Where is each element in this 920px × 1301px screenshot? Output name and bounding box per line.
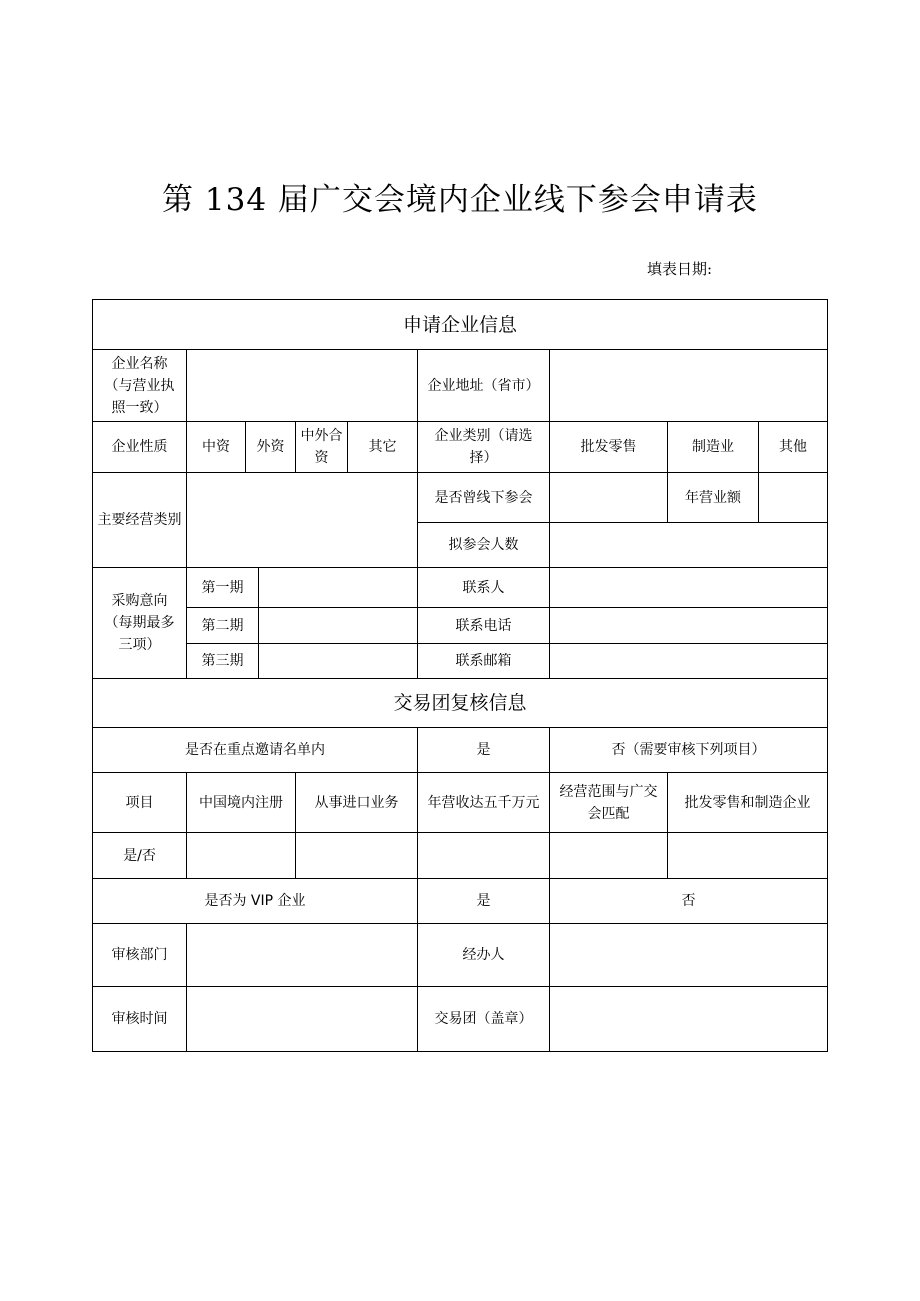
- purchase-intent-label: 采购意向 （每期最多 三项）: [92, 567, 187, 679]
- yes-no-field-5[interactable]: [667, 832, 828, 879]
- company-address-field[interactable]: [549, 349, 828, 422]
- yes-no-label: 是/否: [92, 832, 187, 879]
- review-item-revenue-threshold: 年营收达五千万元: [417, 772, 550, 833]
- key-invite-label: 是否在重点邀请名单内: [92, 727, 418, 773]
- delegation-stamp-field[interactable]: [549, 986, 828, 1052]
- key-invite-yes[interactable]: 是: [417, 727, 550, 773]
- nature-option-foreign[interactable]: 外资: [245, 421, 296, 473]
- contact-person-label: 联系人: [417, 567, 550, 608]
- annual-revenue-field[interactable]: [758, 472, 828, 523]
- planned-attendees-field[interactable]: [549, 522, 828, 568]
- vip-yes[interactable]: 是: [417, 878, 550, 924]
- category-label: 企业类别（请选 择）: [417, 421, 550, 473]
- attended-offline-field[interactable]: [549, 472, 668, 523]
- page-title: 第 134 届广交会境内企业线下参会申请表: [162, 182, 758, 218]
- phase-1-field[interactable]: [258, 567, 418, 608]
- item-label: 项目: [92, 772, 187, 833]
- nature-option-other[interactable]: 其它: [347, 421, 418, 473]
- section-review-header: 交易团复核信息: [92, 678, 828, 728]
- review-item-import-business: 从事进口业务: [295, 772, 418, 833]
- review-dept-label: 审核部门: [92, 923, 187, 987]
- vip-no[interactable]: 否: [549, 878, 828, 924]
- review-item-domestic-registration: 中国境内注册: [186, 772, 296, 833]
- handler-field[interactable]: [549, 923, 828, 987]
- nature-label: 企业性质: [92, 421, 187, 473]
- main-business-label: 主要经营类别: [92, 472, 187, 568]
- contact-phone-field[interactable]: [549, 607, 828, 644]
- key-invite-no[interactable]: 否（需要审核下列项目）: [549, 727, 828, 773]
- fill-date-label: 填表日期:: [647, 260, 713, 278]
- planned-attendees-label: 拟参会人数: [417, 522, 550, 568]
- yes-no-field-1[interactable]: [186, 832, 296, 879]
- review-item-scope-match: 经营范围与广交 会匹配: [549, 772, 668, 833]
- yes-no-field-4[interactable]: [549, 832, 668, 879]
- annual-revenue-label: 年营业额: [667, 472, 759, 523]
- category-option-wholesale-retail[interactable]: 批发零售: [549, 421, 668, 473]
- phase-3-field[interactable]: [258, 643, 418, 679]
- contact-email-field[interactable]: [549, 643, 828, 679]
- contact-email-label: 联系邮箱: [417, 643, 550, 679]
- main-business-field[interactable]: [186, 472, 418, 568]
- review-dept-field[interactable]: [186, 923, 418, 987]
- contact-person-field[interactable]: [549, 567, 828, 608]
- category-option-other[interactable]: 其他: [758, 421, 828, 473]
- section-applicant-header: 申请企业信息: [92, 299, 828, 350]
- company-name-field[interactable]: [186, 349, 418, 422]
- review-time-label: 审核时间: [92, 986, 187, 1052]
- nature-option-joint[interactable]: 中外合 资: [295, 421, 348, 473]
- phase-2-field[interactable]: [258, 607, 418, 644]
- nature-option-chinese[interactable]: 中资: [186, 421, 246, 473]
- review-time-field[interactable]: [186, 986, 418, 1052]
- yes-no-field-3[interactable]: [417, 832, 550, 879]
- category-option-manufacturing[interactable]: 制造业: [667, 421, 759, 473]
- phase-3-label: 第三期: [186, 643, 259, 679]
- yes-no-field-2[interactable]: [295, 832, 418, 879]
- phase-1-label: 第一期: [186, 567, 259, 608]
- phase-2-label: 第二期: [186, 607, 259, 644]
- delegation-stamp-label: 交易团（盖章）: [417, 986, 550, 1052]
- company-address-label: 企业地址（省市）: [417, 349, 550, 422]
- attended-offline-label: 是否曾线下参会: [417, 472, 550, 523]
- company-name-label: 企业名称 （与营业执 照一致）: [92, 349, 187, 422]
- contact-phone-label: 联系电话: [417, 607, 550, 644]
- handler-label: 经办人: [417, 923, 550, 987]
- review-item-wholesale-manufacturing: 批发零售和制造企业: [667, 772, 828, 833]
- vip-label: 是否为 VIP 企业: [92, 878, 418, 924]
